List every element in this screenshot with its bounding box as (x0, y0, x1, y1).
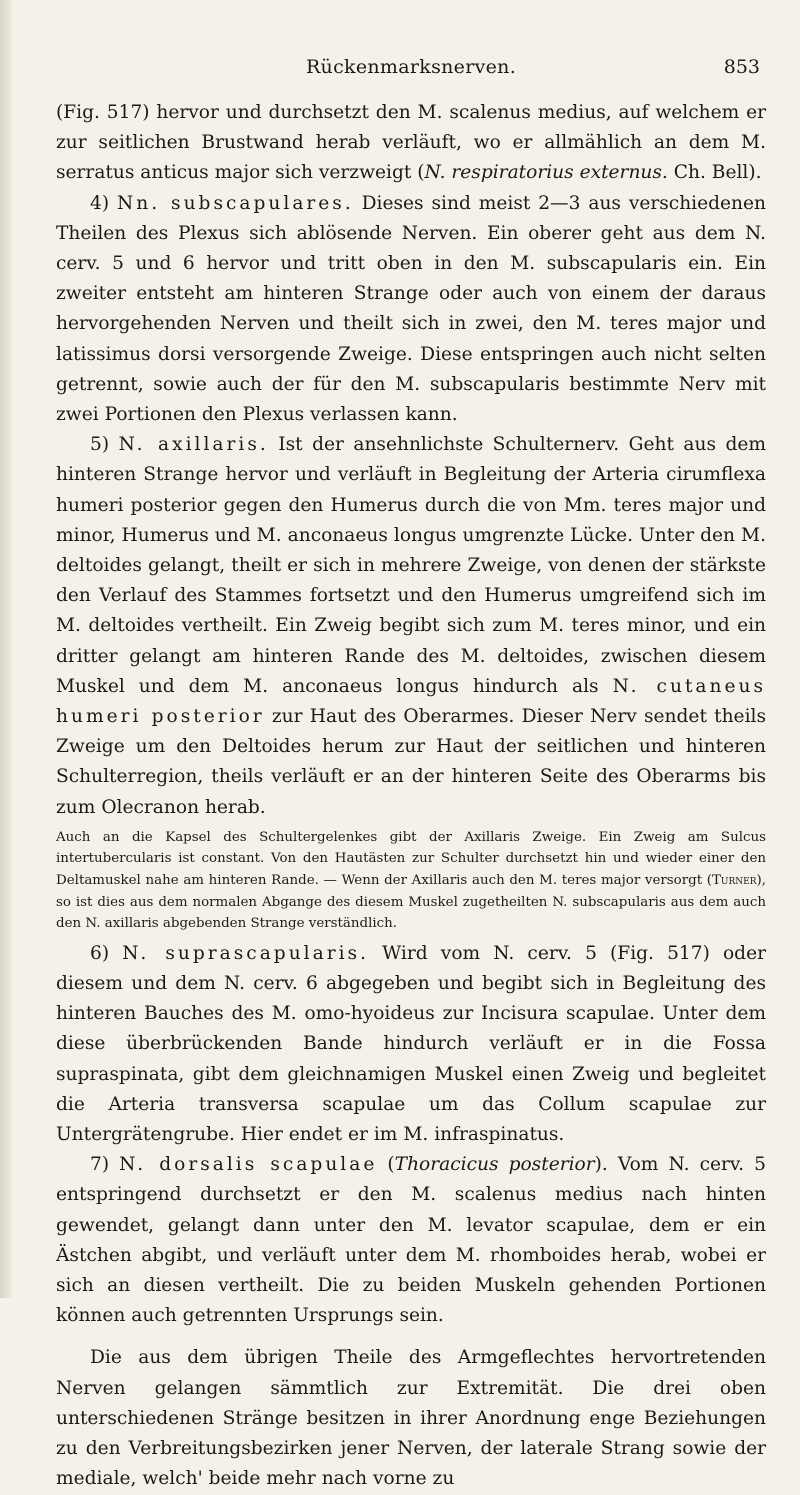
nerve-heading: N. cutaneus humeri posterior (56, 675, 766, 728)
page-binding-edge (0, 0, 12, 1298)
paragraph-suprascapularis: 6) N. suprascapularis. Wird vom N. cerv. 5 (Fig. 517) oder diesem und dem N. cerv. 6 abgegeben und begibt sich in Begleitung des hinteren Bauches des M. omo-hyoideus zur Incisura scapulae. Unter dem diese überbrückenden Bande hindurch verläuft er in die Fossa supraspinata, gibt dem gleichnamigen Muskel einen Zweig und begleitet die Arteria transversa scapulae um das Collum scapulae zur Untergrätengrube. Hier endet er im M. infraspinatus. (56, 942, 766, 1146)
page-header (56, 56, 766, 86)
running-title: Rückenmarksnerven. (305, 56, 517, 78)
nerve-heading: N. dorsalis scapulae (119, 1154, 378, 1176)
body-text (56, 98, 766, 1495)
paragraph-continuation: (Fig. 517) hervor und durchsetzt den M. scalenus medius, auf welchem er zur seitlichen Brustwand herab verläuft, wo er allmählich an dem M. serratus anticus major sich verzweigt (N. respiratorius externus. Ch. Bell). (56, 102, 766, 184)
paragraph-armgeflecht: Die aus dem übrigen Theile des Armgeflechtes hervortretenden Nerven gelangen sämmtlich zur Extremität. Die drei oben unterschiedenen Stränge besitzen in ihrer Anordnung enge Beziehungen zu den Verbreitungsbezirken jener Nerven, der laterale Strang sowie der mediale, welch' beide mehr nach vorne zu (56, 1347, 766, 1490)
nerve-heading: Nn. subscapulares. (116, 192, 354, 214)
small-print-note: Auch an die Kapsel des Schultergelenkes gibt der Axillaris Zweige. Ein Zweig am Sulcus intertubercularis ist constant. Von den Hautästen zur Schulter durchsetzt hin und wieder einer den Deltamuskel nahe am hinteren Rande. — Wenn der Axillaris auch den M. teres major versorgt (Turner), so ist dies aus dem normalen Abgange des diesem Muskel zugetheilten N. subscapularis aus dem auch den N. axillaris abgebenden Strange verständlich. (56, 829, 766, 932)
nerve-heading: N. axillaris. (118, 434, 269, 456)
paragraph-gap (56, 1331, 766, 1343)
paragraph-axillaris: 5) N. axillaris. Ist der ansehnlichste Schulternerv. Geht aus dem hinteren Strange hervor und verläuft in Begleitung der Arteria cirumflexa humeri posterior gegen den Humerus durch die von Mm. teres major und minor, Humerus und M. anconaeus longus umgrenzte Lücke. Unter den M. deltoides gelangt, theilt er sich in mehrere Zweige, von denen der stärkste den Verlauf des Stammes fortsetzt und den Humerus umgreifend sich im M. deltoides vertheilt. Ein Zweig begibt sich zum M. teres minor, und ein dritter gelangt am hinteren Rande des M. deltoides, zwischen diesem Muskel und dem M. anconaeus longus hindurch als N. cutaneus humeri posterior zur Haut des Oberarmes. Dieser Nerv sendet theils Zweige um den Deltoides herum zur Haut der seitlichen und hinteren Schulterregion, theils verläuft er an der hinteren Seite des Oberarms bis zum Olecranon herab. (56, 434, 767, 818)
page-number: 853 (723, 56, 760, 78)
nerve-heading: N. suprascapularis. (122, 942, 369, 964)
paragraph-dorsalis-scapulae: 7) N. dorsalis scapulae (Thoracicus posterior). Vom N. cerv. 5 entspringend durchsetzt er den M. scalenus medius nach hinten gewendet, gelangt dann unter den M. levator scapulae, dem er ein Ästchen abgibt, und verläuft unter dem M. rhomboides herab, wobei er sich an diesen vertheilt. Die zu beiden Muskeln gehenden Portionen können auch getrennten Ursprungs sein. (56, 1154, 766, 1327)
author-name: Turner (712, 873, 757, 889)
paragraph-subscapulares: 4) Nn. subscapulares. Dieses sind meist 2—3 aus verschiedenen Theilen des Plexus sich ablösende Nerven. Ein oberer geht aus dem N. cerv. 5 und 6 hervor und tritt oben in den M. subscapularis ein. Ein zweiter entsteht am hinteren Strange oder auch von einem der daraus hervorgehenden Nerven und theilt sich in zwei, den M. teres major und latissimus dorsi versorgende Zweige. Diese entspringen auch nicht selten getrennt, sowie auch der für den M. subscapularis bestimmte Nerv mit zwei Portionen den Plexus verlassen kann. (56, 192, 766, 426)
